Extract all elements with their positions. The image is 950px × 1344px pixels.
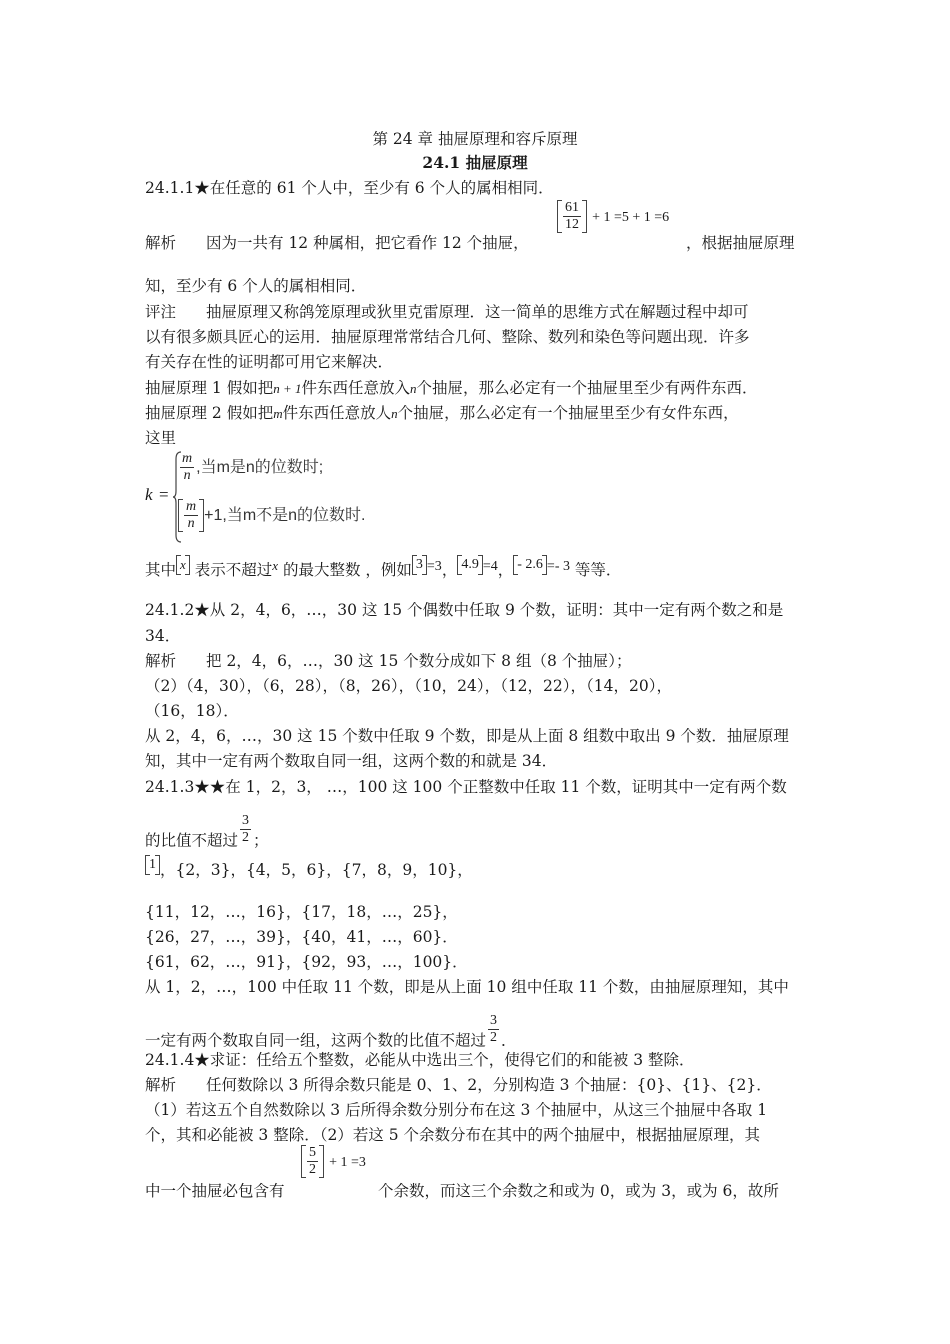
- solution-24-1-2-line2: （2）（4，30），（6，28），（8，26），（10，24），（12，22），（14，20），: [145, 677, 672, 695]
- groups-line3: {26，27，…，39}，{40，41，…，60}．: [145, 928, 458, 946]
- solution-text: 因为一共有 12 种属相，把它看作 12 个抽屉，: [206, 234, 529, 252]
- case-2-condition: +1,当m不是n的位数时.: [204, 507, 366, 524]
- problem-24-1-1: 24.1.1★在任意的 61 个人中，至少有 6 个人的属相相同．: [145, 179, 554, 197]
- solution-24-1-2-line3: （16，18）．: [145, 702, 239, 720]
- math-n: n: [410, 381, 417, 396]
- solution-24-1-4-line2: （1）若这五个自然数除以 3 后所得余数分别分布在这 3 个抽屉中，从这三个抽屉中各取 1: [145, 1101, 768, 1119]
- solution-24-1-2-line1: 解析 把 2，4，6，…，30 这 15 个数分成如下 8 组（8 个抽屉）；: [145, 652, 632, 670]
- chapter-title: 第 24 章 抽屉原理和容斥原理: [372, 130, 578, 148]
- principle-2-tail: 这里: [145, 429, 177, 447]
- groups-line1: 1 ，{2，3}，{4，5，6}，{7，8，9，10}，: [145, 860, 473, 881]
- solution-24-1-1-tail: ，根据抽屉原理: [686, 234, 795, 252]
- expression-rest: + 1 =3: [329, 1155, 366, 1170]
- solution-24-1-4-line4a: 中一个抽屉必包含有: [145, 1182, 285, 1200]
- problem-24-1-2-line1: 24.1.2★从 2，4，6，…，30 这 15 个偶数中任取 9 个数，证明：其中一定有两个数之和是: [145, 601, 784, 619]
- solution-24-1-2-line4: 从 2，4，6，…，30 这 15 个数中任取 9 个数，即是从上面 8 组数中取出 9 个数．抽屉原理: [145, 727, 789, 745]
- solution-label: 解析: [145, 1076, 177, 1094]
- note-line2: 以有很多颇具匠心的运用．抽屉原理常常结合几何、整除、数列和染色等问题出现．许多: [145, 328, 750, 346]
- fraction-denominator: 12: [565, 217, 579, 232]
- solution-label: 解析: [145, 234, 177, 252]
- problem-24-1-4: 24.1.4★求证：任给五个整数，必能从中选出三个，使得它们的和能被 3 整除．: [145, 1051, 695, 1069]
- note-label: 评注: [145, 303, 177, 321]
- case-1: $\frac{m}{n}$ ,当m是n的位数时;: [182, 451, 324, 483]
- floor-definition: 其中 x 表示不超过$^x$ 的最大整数 ，例如 3 =3， 4.9 =4， - 2.6 =- 3 等等．: [145, 557, 622, 579]
- solution-24-1-3-line1: 从 1，2，…，100 中任取 11 个数，即是从上面 10 组中任取 11 个数，由抽屉原理知，其中: [145, 978, 789, 996]
- fraction-numerator: 61: [565, 200, 579, 215]
- groups-line2: {11，12，…，16}，{17，18，…，25}，: [145, 903, 458, 921]
- case-1-condition: ,当m是n的位数时;: [196, 459, 324, 476]
- solution-label: 解析: [145, 652, 177, 670]
- solution-24-1-4-line3: 个，其和必能被 3 整除．（2）若这 5 个余数分布在其中的两个抽屉中，根据抽屉原理，其: [145, 1126, 761, 1144]
- problem-24-1-2-line2: 34．: [145, 627, 181, 645]
- solution-24-1-1-line2: 知，至少有 6 个人的属相相同．: [145, 277, 367, 295]
- formula-equals: =: [159, 485, 169, 504]
- groups-line4: {61，62，…，91}，{92，93，…，100}．: [145, 953, 468, 971]
- solution-24-1-2-line5: 知，其中一定有两个数取自同一组，这两个数的和就是 34．: [145, 752, 558, 770]
- principle-2: 抽屉原理 2 假如把m件东西任意放人n个抽屉，那么必定有一个抽屉里至少有女件东西，: [145, 404, 739, 422]
- problem-24-1-3-line1: 24.1.3★★在 1，2，3， …，100 这 100 个正整数中任取 11 个数，证明其中一定有两个数: [145, 778, 787, 796]
- expression-rest: + 1 =5 + 1 =6: [592, 210, 670, 225]
- formula-k: k: [145, 485, 153, 504]
- math-n: n: [391, 406, 398, 421]
- floor-fraction-5-2: $\frac{5}{2}$ + 1 =3: [301, 1145, 366, 1178]
- note-line1: 评注 抽屉原理又称鸽笼原理或狄里克雷原理．这一简单的思维方式在解题过程中却可: [145, 303, 749, 321]
- section-title: 24.1 抽屉原理: [422, 153, 528, 172]
- case-2: $\frac{m}{n}$ +1,当m不是n的位数时.: [178, 499, 366, 532]
- solution-24-1-4-line4b: 个余数，而这三个余数之和或为 0，或为 3，或为 6，故所: [378, 1182, 779, 1200]
- problem-24-1-3-line2: 的比值不超过 $\frac{3}{2}$ ；: [145, 813, 269, 850]
- solution-24-1-4-line1: 解析 任何数除以 3 所得余数只能是 0、1、2，分别构造 3 个抽屉：{0}、{1}、{2}．: [145, 1076, 772, 1094]
- solution-24-1-1-line1: [145, 233, 529, 253]
- principle-1: 抽屉原理 1 假如把n + 1件东西任意放入n个抽屉，那么必定有一个抽屉里至少有两件东西．: [145, 379, 758, 397]
- note-line3: 有关存在性的证明都可用它来解决．: [145, 353, 394, 371]
- math-m: m: [273, 406, 283, 421]
- floor-fraction-61-12: [557, 200, 669, 233]
- solution-24-1-3-line2: 一定有两个数取自同一组，这两个数的比值不超过 $\frac{3}{2}$ ．: [145, 1013, 517, 1050]
- piecewise-formula: [145, 449, 445, 545]
- math-n-plus-1: n + 1: [273, 381, 302, 396]
